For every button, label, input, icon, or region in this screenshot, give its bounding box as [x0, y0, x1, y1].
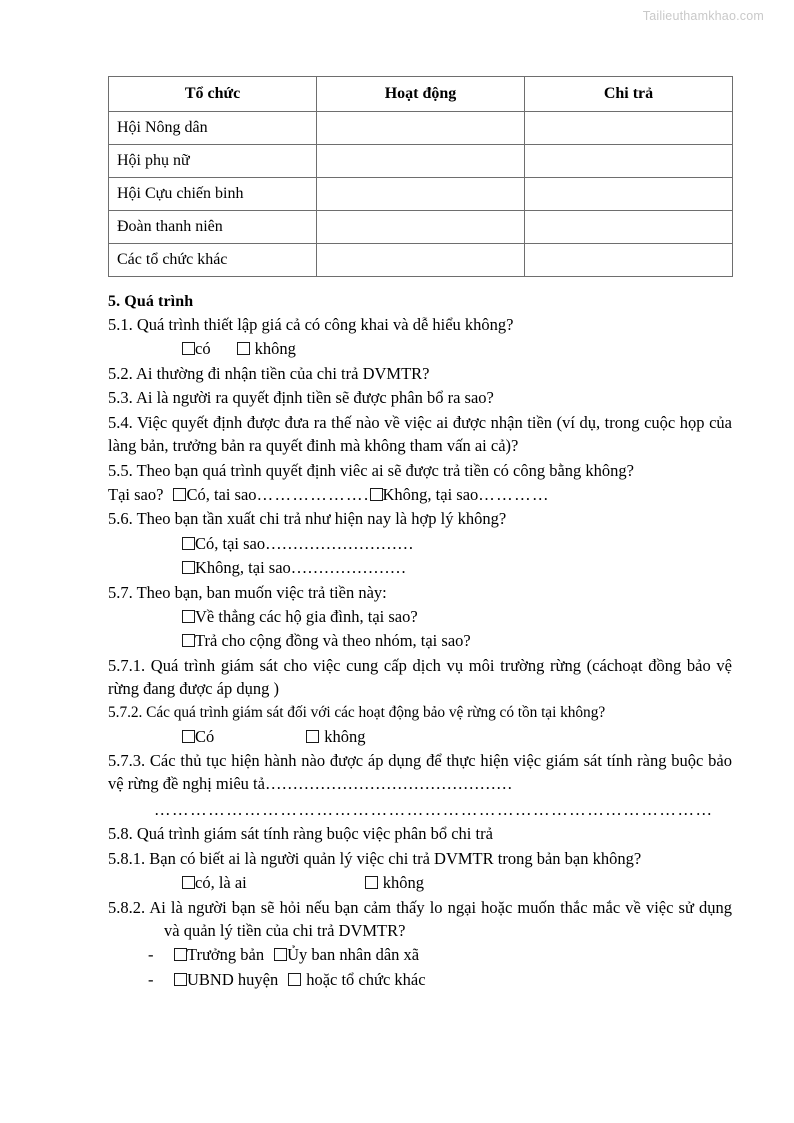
- label-5-7-option-1: Về thẳng các hộ gia đình, tại sao?: [195, 607, 418, 627]
- checkbox-5-7-2-no[interactable]: [306, 730, 319, 743]
- checkbox-5-8-2-district-committee[interactable]: [174, 973, 187, 986]
- question-5-5-options: [108, 483, 732, 506]
- checkbox-5-6-yes[interactable]: [182, 537, 195, 550]
- label-5-8-2-option-2: Ủy ban nhân dân xã: [287, 945, 420, 965]
- dash-bullet: -: [148, 970, 154, 990]
- section-heading: 5. Quá trình: [108, 293, 194, 310]
- question-5-8: 5.8. Quá trình giám sát tính ràng buộc việc phân bổ chi trả: [108, 824, 493, 844]
- dots-5-5-no: …………: [478, 484, 550, 504]
- table-cell-org: Hội phụ nữ: [109, 145, 317, 178]
- question-5-7: 5.7. Theo bạn, ban muốn việc trả tiền này:: [108, 582, 387, 602]
- label-5-7-2-yes: Có: [195, 726, 215, 746]
- label-5-1-yes: có: [195, 339, 211, 359]
- checkbox-5-8-2-village-head[interactable]: [174, 948, 187, 961]
- table-row: [109, 145, 733, 178]
- table-cell-activity[interactable]: [317, 211, 525, 244]
- table-cell-org: Đoàn thanh niên: [109, 211, 317, 244]
- question-5-7-2: 5.7.2. Các quá trình giám sát đối với các hoạt động bảo vệ rừng có tồn tại không?: [108, 703, 606, 721]
- table-cell-payment[interactable]: [525, 178, 733, 211]
- question-5-8-2: 5.8.2. Ai là người bạn sẽ hỏi nếu bạn cảm thấy lo ngại hoặc muốn thắc mắc về việc sử dụng và quản lý tiền của chi trả DVMTR?: [108, 897, 732, 940]
- label-5-7-2-no: không: [324, 726, 366, 746]
- label-5-7-option-2: Trả cho cộng đồng và theo nhóm, tại sao?: [195, 631, 471, 651]
- question-5-7-option-2: [108, 629, 732, 652]
- question-5-6-option-yes: [108, 532, 732, 555]
- table-header-cell: Chi trả: [525, 77, 733, 112]
- question-5-8-2-row-2: [108, 968, 732, 993]
- table-row: [109, 112, 733, 145]
- table-cell-activity[interactable]: [317, 112, 525, 145]
- label-5-8-2-option-1: Trưởng bản: [187, 945, 265, 965]
- label-5-5-no: Không, tại sao: [382, 484, 479, 504]
- label-5-5-yes: Có, tai sao: [186, 484, 257, 504]
- question-5-7-1: 5.7.1. Quá trình giám sát cho việc cung cấp dịch vụ môi trường rừng (cáchoạt đồng bảo vệ rừng đang được áp dụng ): [108, 655, 732, 699]
- question-5-3: 5.3. Ai là người ra quyết định tiền sẽ được phân bổ ra sao?: [108, 388, 494, 408]
- table-row: [109, 178, 733, 211]
- table-row: [109, 244, 733, 277]
- checkbox-5-1-no[interactable]: [237, 342, 250, 355]
- question-5-6-option-no: [108, 556, 732, 579]
- checkbox-5-7-direct-household[interactable]: [182, 610, 195, 623]
- checkbox-5-1-yes[interactable]: [182, 342, 195, 355]
- question-5-1: 5.1. Quá trình thiết lập giá cả có công khai và dễ hiểu không?: [108, 315, 514, 334]
- table-cell-payment[interactable]: [525, 145, 733, 178]
- question-5-7-3: 5.7.3. Các thủ tục hiện hành nào được áp dụng để thực hiện việc giám sát tính ràng buộc bảo vệ rừng đề nghị miêu tả………………………………………: [108, 751, 732, 794]
- checkbox-5-6-no[interactable]: [182, 561, 195, 574]
- label-5-5-lead: Tại sao?: [108, 484, 164, 504]
- checkbox-5-5-no[interactable]: [370, 488, 383, 501]
- checkbox-5-8-1-yes[interactable]: [182, 876, 195, 889]
- question-5-4: 5.4. Việc quyết định được đưa ra thế nào về việc ai được nhận tiền (ví dụ, trong cuộc họp của làng bản, trưởng bản ra quyết đinh mà không tham vấn ai cả)?: [108, 412, 732, 456]
- question-5-8-2-row-1: [108, 943, 732, 968]
- label-5-6-yes: Có, tại sao………………………: [195, 533, 414, 553]
- question-5-1-options: [108, 337, 732, 360]
- label-5-1-no: không: [254, 339, 296, 359]
- table-cell-org: Hội Cựu chiến binh: [109, 178, 317, 211]
- table-cell-org: Hội Nông dân: [109, 112, 317, 145]
- table-row: [109, 211, 733, 244]
- watermark-text: Tailieuthamkhao.com: [642, 9, 764, 23]
- table-cell-org: Các tổ chức khác: [109, 244, 317, 277]
- label-5-8-1-no: không: [382, 873, 425, 893]
- question-5-8-1: 5.8.1. Bạn có biết ai là người quản lý việc chi trả DVMTR trong bản bạn không?: [108, 848, 642, 868]
- table-header-cell: Hoạt động: [317, 77, 525, 112]
- checkbox-5-7-2-yes[interactable]: [182, 730, 195, 743]
- table-cell-activity[interactable]: [317, 244, 525, 277]
- label-5-8-2-option-4: hoặc tổ chức khác: [306, 970, 426, 990]
- label-5-8-2-option-3: UBND huyện: [187, 970, 279, 990]
- question-5-8-1-options: [108, 871, 732, 894]
- question-5-6: 5.6. Theo bạn tần xuất chi trả như hiện nay là hợp lý không?: [108, 509, 507, 529]
- label-5-8-1-yes: có, là ai: [195, 873, 247, 893]
- dash-bullet: -: [148, 945, 154, 965]
- label-5-6-no: Không, tại sao…………………: [195, 558, 407, 578]
- table-cell-activity[interactable]: [317, 178, 525, 211]
- checkbox-5-7-community-group[interactable]: [182, 634, 195, 647]
- table-header-cell: Tổ chức: [109, 77, 317, 112]
- question-5-7-3-answer-line[interactable]: …………………………………………………………………………………: [154, 799, 714, 819]
- table-cell-payment[interactable]: [525, 112, 733, 145]
- checkbox-5-8-2-other-org[interactable]: [288, 973, 301, 986]
- question-5-7-2-options: [108, 725, 732, 748]
- dots-5-5-yes: ……………….: [256, 484, 370, 504]
- question-5-7-option-1: [108, 605, 732, 628]
- table-cell-payment[interactable]: [525, 244, 733, 277]
- document-content: [108, 76, 732, 993]
- table-cell-payment[interactable]: [525, 211, 733, 244]
- organizations-table: [108, 76, 733, 277]
- checkbox-5-8-1-no[interactable]: [365, 876, 378, 889]
- question-5-5: 5.5. Theo bạn quá trình quyết định viêc ai sẽ được trả tiền có công bằng không?: [108, 460, 634, 480]
- checkbox-5-5-yes[interactable]: [173, 488, 186, 501]
- table-cell-activity[interactable]: [317, 145, 525, 178]
- question-5-2: 5.2. Ai thường đi nhận tiền của chi trả DVMTR?: [108, 363, 430, 383]
- table-header-row: [109, 77, 733, 112]
- checkbox-5-8-2-commune-committee[interactable]: [274, 948, 287, 961]
